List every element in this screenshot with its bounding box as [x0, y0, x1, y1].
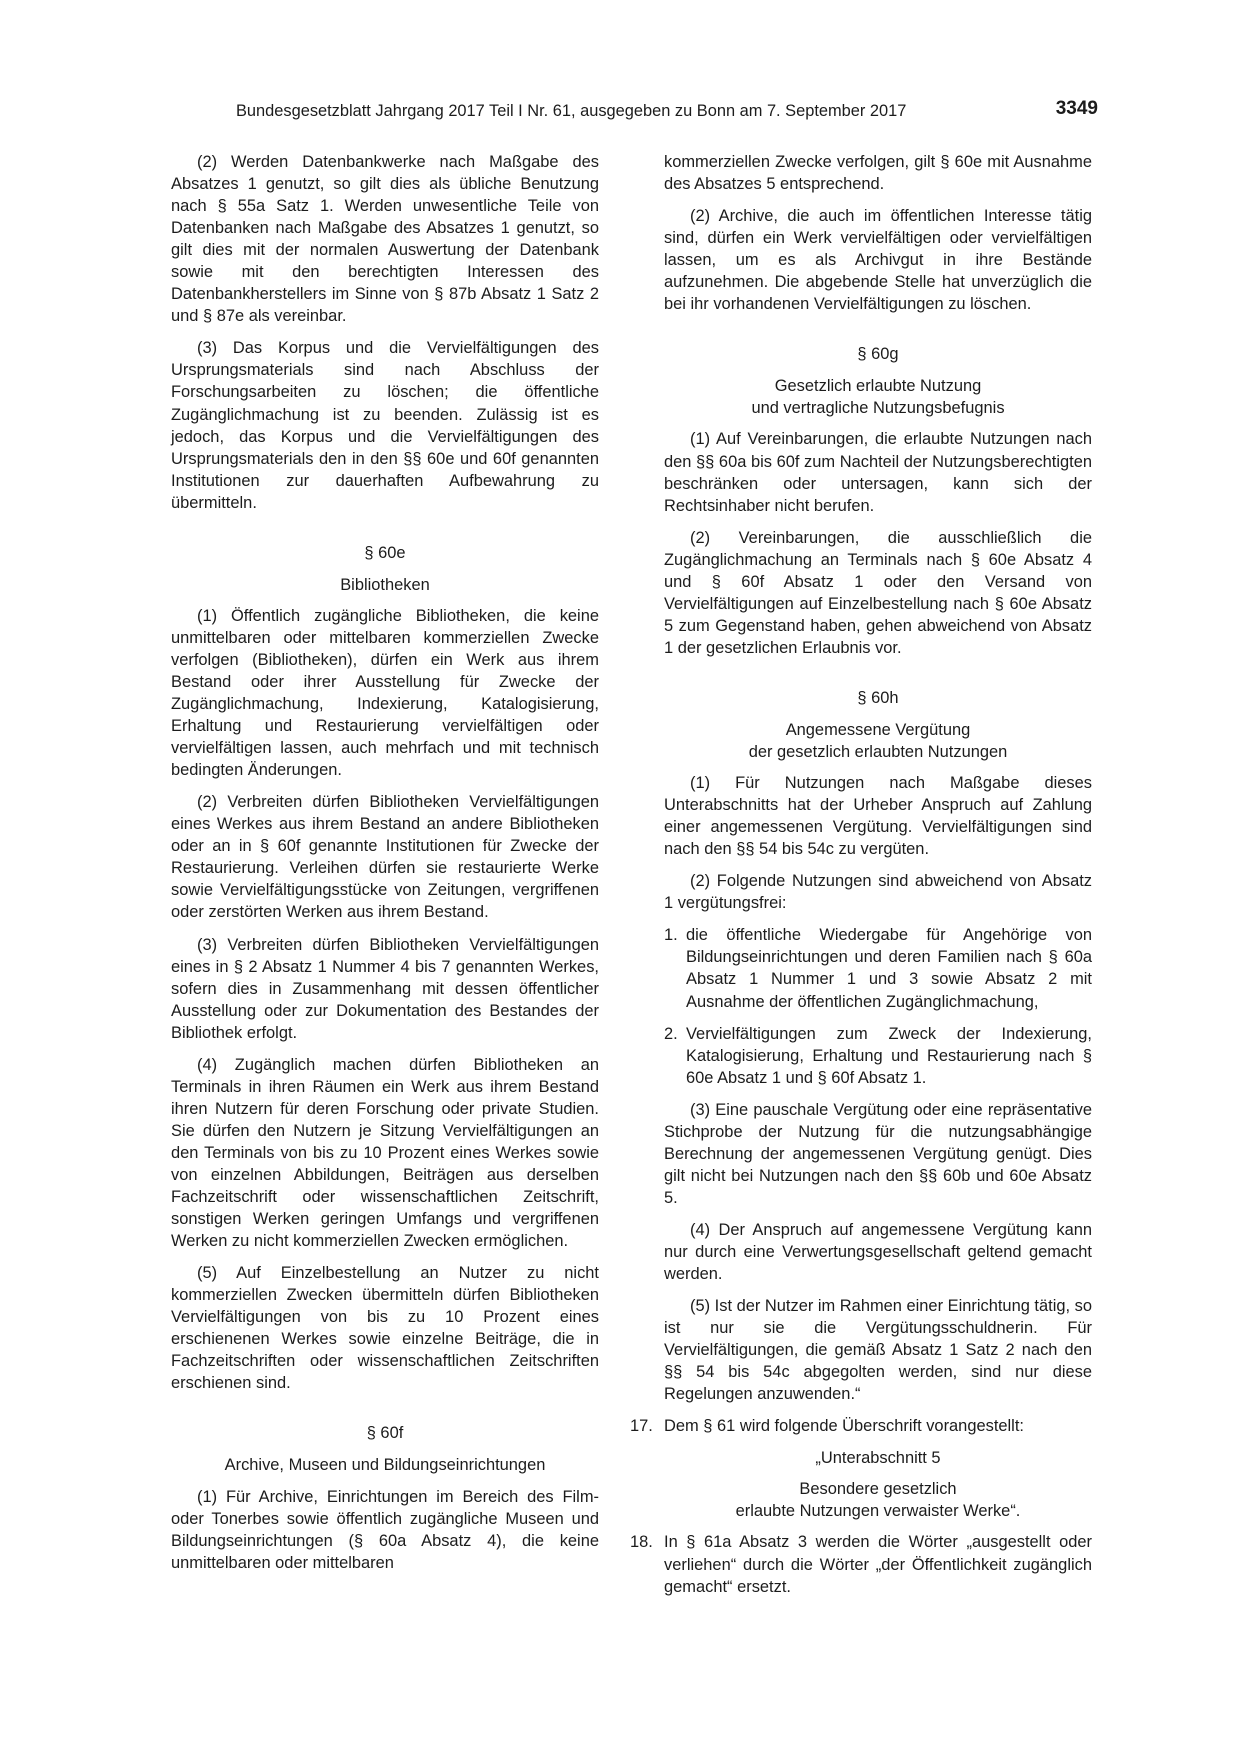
list-item-number: 1.	[664, 926, 678, 945]
section-number: § 60f	[366, 1424, 404, 1443]
paragraph-continuation: kommerziellen Zwecke verfolgen, gilt § 60e mit Ausnahme des Absatzes 5 entsprechend.	[664, 153, 1092, 194]
quoted-title-line: erlaubte Nutzungen verwaister Werke“.	[735, 1502, 1021, 1521]
list-item	[664, 1023, 1092, 1089]
paragraph: (5) Auf Einzelbestellung an Nutzer zu nicht kommerziellen Zwecken übermitteln dürfen Bibliotheken Vervielfältigungen von bis zu 10 Prozent eines erschienenen Werkes sowie einzelne Beiträge, die in Fachzeitschriften oder wissenschaftlichen Zeitschriften erschienen sind.	[171, 1264, 599, 1393]
paragraph: (2) Archive, die auch im öffentlichen Interesse tätig sind, dürfen ein Werk vervielfältigen oder vervielfältigen lassen, um es als Archivgut in ihre Bestände aufzunehmen. Die abgebende Stelle hat unverzüglich die bei ihr vorhandenen Vervielfältigungen zu löschen.	[664, 207, 1092, 314]
paragraph: (3) Eine pauschale Vergütung oder eine repräsentative Stichprobe der Nutzung für die nutzungsabhängige Berechnung der angemessenen Vergütung genügt. Dies gilt nicht bei Nutzungen nach den §§ 60b und 60e Absatz 5.	[664, 1100, 1092, 1207]
paragraph: (3) Das Korpus und die Vervielfältigungen des Ursprungsmaterials sind nach Abschluss der Forschungsarbeiten zu löschen; die öffentliche Zugänglichmachung ist zu beenden. Zulässig ist es jedoch, das Korpus und die Vervielfältigungen des Ursprungsmaterials den in den §§ 60e und 60f genannten Institutionen zur dauerhaften Aufbewahrung zu übermitteln.	[171, 339, 599, 512]
amendment-text: Dem § 61 wird folgende Überschrift vorangestellt:	[664, 1417, 1024, 1436]
list-item	[664, 924, 1092, 1012]
amendment-text: In § 61a Absatz 3 werden die Wörter „ausgestellt oder verliehen“ durch die Wörter „der Öffentlichkeit zugänglich gemacht“ ersetzt.	[664, 1533, 1092, 1596]
paragraph: (4) Zugänglich machen dürfen Bibliotheken an Terminals in ihren Räumen ein Werk aus ihrem Bestand ihren Nutzern für deren Forschung oder private Studien. Sie dürfen den Nutzern je Sitzung Vervielfältigungen an den Terminals von bis zu 10 Prozent eines Werkes sowie von einzelnen Abbildungen, Beiträgen aus derselben Fachzeitschrift oder wissenschaftlichen Zeitschrift, sonstigen Werken geringen Umfangs und vergriffenen Werken zu nicht kommerziellen Zwecken ermöglichen.	[171, 1055, 599, 1251]
paragraph: (5) Ist der Nutzer im Rahmen einer Einrichtung tätig, so ist nur sie die Vergütungsschuldnerin. Für Vervielfältigungen, die gemäß Absatz 1 Satz 2 nach den §§ 54 bis 54c abgegolten werden, sind nur diese Regelungen anzuwenden.“	[664, 1297, 1092, 1404]
paragraph: (2) Vereinbarungen, die ausschließlich die Zugänglichmachung an Terminals nach § 60e Absatz 4 und § 60f Absatz 1 oder den Versand von Vervielfältigungen auf Einzelbestellung nach § 60e Absatz 5 zum Gegenstand haben, gehen abweichend von Absatz 1 der gesetzlichen Erlaubnis vor.	[664, 528, 1092, 657]
amendment-item	[630, 1531, 1092, 1597]
section-title-line: Gesetzlich erlaubte Nutzung	[774, 377, 982, 396]
section-title-line: der gesetzlich erlaubten Nutzungen	[748, 743, 1008, 762]
paragraph: (2) Verbreiten dürfen Bibliotheken Vervielfältigungen eines Werkes aus ihrem Bestand an andere Bibliotheken oder an in § 60f genannte Institutionen für Zwecke der Restaurierung. Verleihen dürfen sie restaurierte Werke sowie Vervielfältigungsstücke von Zeitungen, vergriffenen oder zerstörten Werken aus ihrem Bestand.	[171, 793, 599, 922]
section-number: § 60g	[857, 345, 899, 364]
section-title: Archive, Museen und Bildungseinrichtungen	[224, 1456, 546, 1475]
paragraph: (3) Verbreiten dürfen Bibliotheken Vervielfältigungen eines in § 2 Absatz 1 Nummer 4 bis 7 genannten Werkes, sofern dies in Zusammenhang mit dessen öffentlicher Ausstellung oder zur Dokumentation des Bestandes der Bibliothek erfolgt.	[171, 935, 599, 1042]
quoted-heading: „Unterabschnitt 5	[815, 1449, 941, 1468]
section-title-line: und vertragliche Nutzungsbefugnis	[751, 399, 1005, 418]
paragraph: (1) Auf Vereinbarungen, die erlaubte Nutzungen nach den §§ 60a bis 60f zum Nachteil der Nutzungsberechtigten beschränken oder untersagen, kann sich der Rechtsinhaber nicht berufen.	[664, 430, 1092, 515]
page-number: 3349	[1055, 98, 1098, 119]
list-item-number: 2.	[664, 1024, 678, 1043]
list-item-text: Vervielfältigungen zum Zweck der Indexierung, Katalogisierung, Erhaltung und Restaurierung nach § 60e Absatz 1 und § 60f Absatz 1.	[686, 1024, 1092, 1087]
paragraph: (4) Der Anspruch auf angemessene Vergütung kann nur durch eine Verwertungsgesellschaft geltend gemacht werden.	[664, 1220, 1092, 1284]
amendment-item	[630, 1415, 1092, 1437]
running-title: Bundesgesetzblatt Jahrgang 2017 Teil I Nr. 61, ausgegeben zu Bonn am 7. September 2017	[236, 102, 907, 120]
paragraph: (1) Für Archive, Einrichtungen im Bereich des Film- oder Tonerbes sowie öffentlich zugängliche Museen und Bildungseinrichtungen (§ 60a Absatz 4), die keine unmittelbaren oder mittelbaren	[171, 1487, 599, 1572]
section-number: § 60e	[364, 543, 406, 562]
section-title: Bibliotheken	[340, 575, 430, 594]
section-title	[664, 375, 1092, 419]
amendment-number: 18.	[630, 1533, 653, 1552]
section-title-line: Angemessene Vergütung	[785, 720, 971, 739]
section-number: § 60h	[857, 688, 899, 707]
right-column	[630, 151, 1092, 1608]
page-header	[236, 98, 1098, 126]
paragraph: (2) Folgende Nutzungen sind abweichend von Absatz 1 vergütungsfrei:	[664, 872, 1092, 913]
list-item-text: die öffentliche Wiedergabe für Angehörige von Bildungseinrichtungen und deren Familien nach § 60a Absatz 1 Nummer 1 und 3 sowie Absatz 2 mit Ausnahme der öffentlichen Zugänglichmachung,	[686, 926, 1092, 1011]
quoted-title	[664, 1478, 1092, 1522]
quoted-title-line: Besondere gesetzlich	[799, 1480, 957, 1499]
section-title	[664, 719, 1092, 763]
left-column	[171, 151, 599, 1584]
amendment-number: 17.	[630, 1417, 653, 1436]
paragraph: (2) Werden Datenbankwerke nach Maßgabe des Absatzes 1 genutzt, so gilt dies als übliche Benutzung nach § 55a Satz 1. Werden unwesentliche Teile von Datenbanken nach Maßgabe des Absatzes 1 genutzt, so gilt dies mit der normalen Auswertung der Datenbank sowie mit den berechtigten Interessen des Datenbankherstellers im Sinne von § 87b Absatz 1 Satz 2 und § 87e als vereinbar.	[171, 153, 599, 326]
paragraph: (1) Öffentlich zugängliche Bibliotheken, die keine unmittelbaren oder mittelbaren kommerziellen Zwecke verfolgen (Bibliotheken), dürfen ein Werk aus ihrem Bestand oder ihrer Ausstellung für Zwecke der Zugänglichmachung, Indexierung, Katalogisierung, Erhaltung und Restaurierung vervielfältigen oder vervielfältigen lassen, auch mehrfach und mit technisch bedingten Änderungen.	[171, 606, 599, 780]
paragraph: (1) Für Nutzungen nach Maßgabe dieses Unterabschnitts hat der Urheber Anspruch auf Zahlung einer angemessenen Vergütung. Vervielfältigungen sind nach den §§ 54 bis 54c zu vergüten.	[664, 774, 1092, 859]
